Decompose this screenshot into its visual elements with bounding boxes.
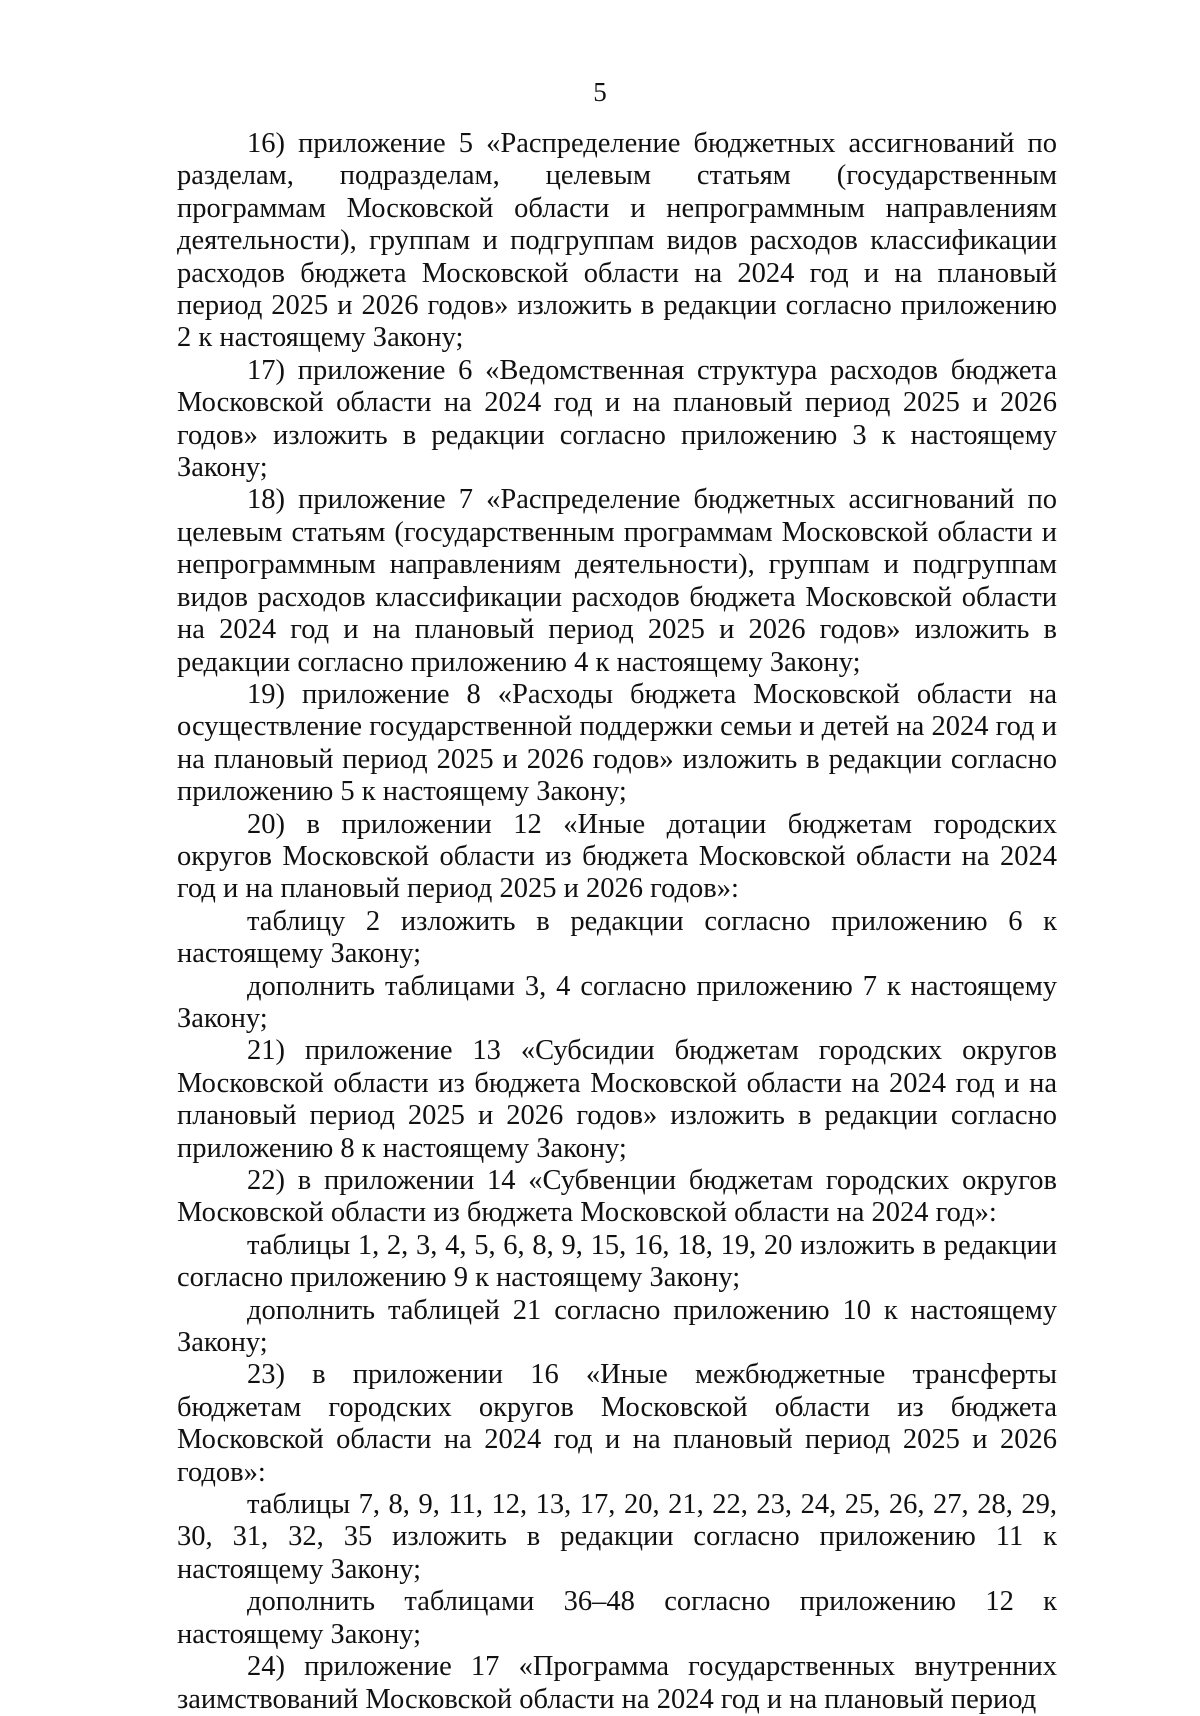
body-text xyxy=(177,128,1057,1716)
paragraph-item-23-tables-36-48: дополнить таблицами 36–48 согласно приложению 12 к настоящему Закону; xyxy=(177,1586,1057,1650)
paragraph-item-22-tables: таблицы 1, 2, 3, 4, 5, 6, 8, 9, 15, 16, 18, 19, 20 изложить в редакции согласно приложению 9 к настоящему Закону; xyxy=(177,1229,1057,1294)
paragraph-item-22-table-21: дополнить таблицей 21 согласно приложению 10 к настоящему Закону; xyxy=(177,1294,1057,1359)
paragraph-item-20-table-2: таблицу 2 изложить в редакции согласно приложению 6 к настоящему Закону; xyxy=(177,905,1057,970)
paragraph-item-16: 16) приложение 5 «Распределение бюджетных ассигнований по разделам, подразделам, целевым статьям (государственным программам Московской области и непрограммным направлениям деятельности), группам и подгруппам видов расходов классификации расходов бюджета Московской области на 2024 год и на плановый период 2025 и 2026 годов» изложить в редакции согласно приложению 2 к настоящему Закону; xyxy=(177,128,1057,354)
paragraph-item-20-tables-3-4: дополнить таблицами 3, 4 согласно приложению 7 к настоящему Закону; xyxy=(177,970,1057,1034)
paragraph-item-18: 18) приложение 7 «Распределение бюджетных ассигнований по целевым статьям (государственным программам Московской области и непрограммным направлениям деятельности), группам и подгруппам видов расходов классификации расходов бюджета Московской области на 2024 год и на плановый период 2025 и 2026 годов» изложить в редакции согласно приложению 4 к настоящему Закону; xyxy=(177,484,1057,678)
paragraph-item-21: 21) приложение 13 «Субсидии бюджетам городских округов Московской области из бюджета Московской области на 2024 год и на плановый период 2025 и 2026 годов» изложить в редакции согласно приложению 8 к настоящему Закону; xyxy=(177,1035,1057,1164)
paragraph-item-20: 20) в приложении 12 «Иные дотации бюджетам городских округов Московской области из бюджета Московской области на 2024 год и на плановый период 2025 и 2026 годов»: xyxy=(177,808,1057,905)
page-number: 5 xyxy=(593,77,607,107)
paragraph-item-24: 24) приложение 17 «Программа государственных внутренних заимствований Московской области на 2024 год и на плановый период xyxy=(177,1651,1057,1715)
paragraph-item-23: 23) в приложении 16 «Иные межбюджетные трансферты бюджетам городских округов Московской области из бюджета Московской области на 2024 год и на плановый период 2025 и 2026 годов»: xyxy=(177,1359,1057,1488)
paragraph-item-22: 22) в приложении 14 «Субвенции бюджетам городских округов Московской области из бюджета Московской области на 2024 год»: xyxy=(177,1165,1057,1229)
paragraph-item-19: 19) приложение 8 «Расходы бюджета Московской области на осуществление государственной поддержки семьи и детей на 2024 год и на плановый период 2025 и 2026 годов» изложить в редакции согласно приложению 5 к настоящему Закону; xyxy=(177,678,1057,808)
paragraph-item-23-tables: таблицы 7, 8, 9, 11, 12, 13, 17, 20, 21, 22, 23, 24, 25, 26, 27, 28, 29, 30, 31, 32, 35 изложить в редакции согласно приложению 11 к настоящему Закону; xyxy=(177,1489,1057,1585)
paragraph-item-17: 17) приложение 6 «Ведомственная структура расходов бюджета Московской области на 2024 год и на плановый период 2025 и 2026 годов» изложить в редакции согласно приложению 3 к настоящему Закону; xyxy=(177,354,1057,484)
